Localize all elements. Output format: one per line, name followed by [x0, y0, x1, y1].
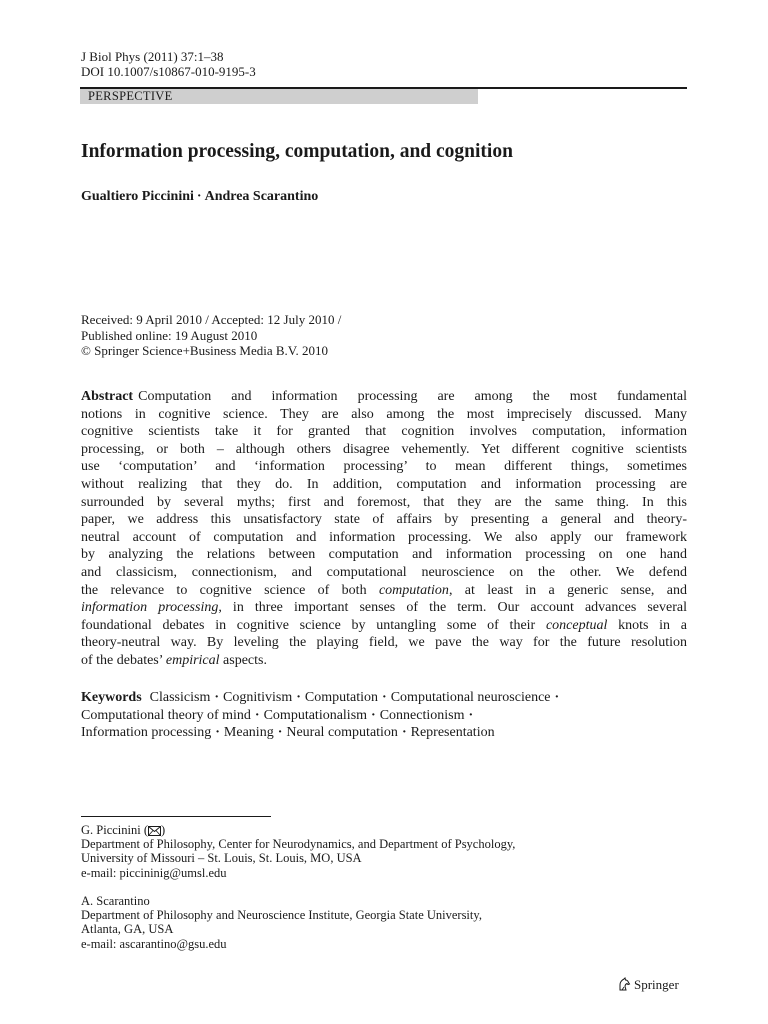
keywords-line [81, 689, 687, 707]
keyword-separator: · [296, 690, 301, 705]
author-name[interactable]: Andrea Scarantino [204, 189, 319, 204]
abstract-line: use ‘computation’ and ‘information processing’ to mean different things, sometimes [81, 459, 687, 475]
author-contact-name: G. Piccinini ( ) [81, 823, 166, 837]
abstract-line: surrounded by several myths; first and foremost, that they are the same thing. In this [81, 494, 687, 510]
author-list [81, 188, 318, 205]
affiliation-department: Department of Philosophy, Center for Neurodynamics, and Department of Psychology, [81, 837, 516, 852]
abstract-line: by analyzing the relations between computation and information processing on one hand [81, 547, 687, 563]
abstract-line: of the debates’ empirical aspects. [81, 652, 267, 668]
journal-reference [81, 49, 256, 79]
abstract-line: and classicism, connectionism, and computational neuroscience on the other. We defend [81, 564, 687, 580]
abstract-line: theory-neutral way. By leveling the playing field, we pave the way for the future resolution [81, 635, 687, 651]
abstract [81, 388, 687, 670]
keyword-separator: · [371, 707, 376, 723]
keywords [81, 689, 687, 742]
keyword: Classicism [149, 690, 211, 705]
keyword-separator: · [214, 690, 220, 705]
keyword-separator: · [401, 725, 407, 741]
abstract-line: information processing, in three important senses of the term. Our account advances several [81, 600, 687, 616]
keyword-separator: · [254, 707, 260, 723]
keyword: Cognitivism [223, 690, 293, 705]
keyword-separator: · [382, 690, 387, 705]
springer-horse-icon [617, 977, 631, 991]
keyword: Neural computation [286, 725, 398, 741]
section-band [80, 89, 478, 104]
abstract-line: neutral account of computation and information processing. We also apply our framework [81, 529, 687, 545]
abstract-heading: Abstract [81, 389, 134, 404]
affiliation-department: Department of Philosophy and Neuroscience Institute, Georgia State University, [81, 908, 482, 923]
keywords-heading: Keywords [81, 690, 142, 705]
keyword-separator: · [554, 690, 560, 705]
footnote-rule [81, 816, 271, 817]
keyword: Computational theory of mind [81, 707, 251, 723]
publication-dates [81, 312, 341, 359]
abstract-line: notions in cognitive science. They are also among the most imprecisely discussed. Many [81, 406, 687, 422]
affiliation-institution: University of Missouri – St. Louis, St. Louis, MO, USA [81, 851, 362, 866]
author-name[interactable]: Gualtiero Piccinini [81, 189, 194, 204]
abstract-line: processing, or both – although others disagree vehemently. Yet different cognitive scientists [81, 441, 687, 457]
section-label: PERSPECTIVE [88, 89, 173, 103]
keyword: Meaning [223, 725, 274, 741]
keyword-separator: · [215, 725, 220, 741]
keyword: Computational neuroscience [390, 690, 551, 705]
author-separator: · [196, 189, 202, 204]
abstract-line: paper, we address this unsatisfactory state of affairs by presenting a general and theory- [81, 512, 687, 528]
journal-citation: J Biol Phys (2011) 37:1–38 [81, 49, 224, 64]
received-accepted-dates: Received: 9 April 2010 / Accepted: 12 July 2010 / [81, 312, 342, 327]
keyword: Computationalism [263, 707, 368, 723]
abstract-line: foundational debates in cognitive science by untangling some of their conceptual knots in a [81, 617, 687, 633]
copyright-notice: © Springer Science+Business Media B.V. 2010 [81, 343, 328, 358]
keyword: Representation [410, 725, 495, 741]
affiliation-block [81, 894, 482, 951]
keywords-line [81, 707, 687, 725]
keyword: Connectionism [379, 707, 465, 723]
published-online-date: Published online: 19 August 2010 [81, 327, 258, 343]
keywords-line [81, 724, 687, 742]
keyword: Computation [304, 690, 379, 705]
abstract-line: cognitive scientists take it for granted that cognition involves computation, information [81, 424, 687, 440]
abstract-line: without realizing that they do. In addition, computation and information processing are [81, 476, 687, 492]
envelope-icon[interactable] [148, 826, 161, 836]
author-email[interactable]: e-mail: ascarantino@gsu.edu [81, 936, 227, 951]
keyword-separator: · [277, 725, 283, 741]
abstract-line: the relevance to cognitive science of both computation, at least in a generic sense, and [81, 582, 688, 598]
keyword: Information processing [81, 725, 212, 741]
affiliation-block [81, 823, 515, 880]
paper-title: Information processing, computation, and cognition [81, 141, 513, 162]
publisher-name: Springer [634, 977, 679, 992]
doi[interactable]: DOI 10.1007/s10867-010-9195-3 [81, 64, 256, 79]
keyword-separator: · [468, 707, 474, 723]
publisher-logo [617, 977, 679, 993]
author-email[interactable]: e-mail: piccininig@umsl.edu [81, 865, 227, 880]
author-contact-name: A. Scarantino [81, 894, 150, 908]
abstract-line: Abstract Computation and information processing are among the most fundamental [81, 389, 687, 404]
affiliation-location: Atlanta, GA, USA [81, 922, 174, 937]
